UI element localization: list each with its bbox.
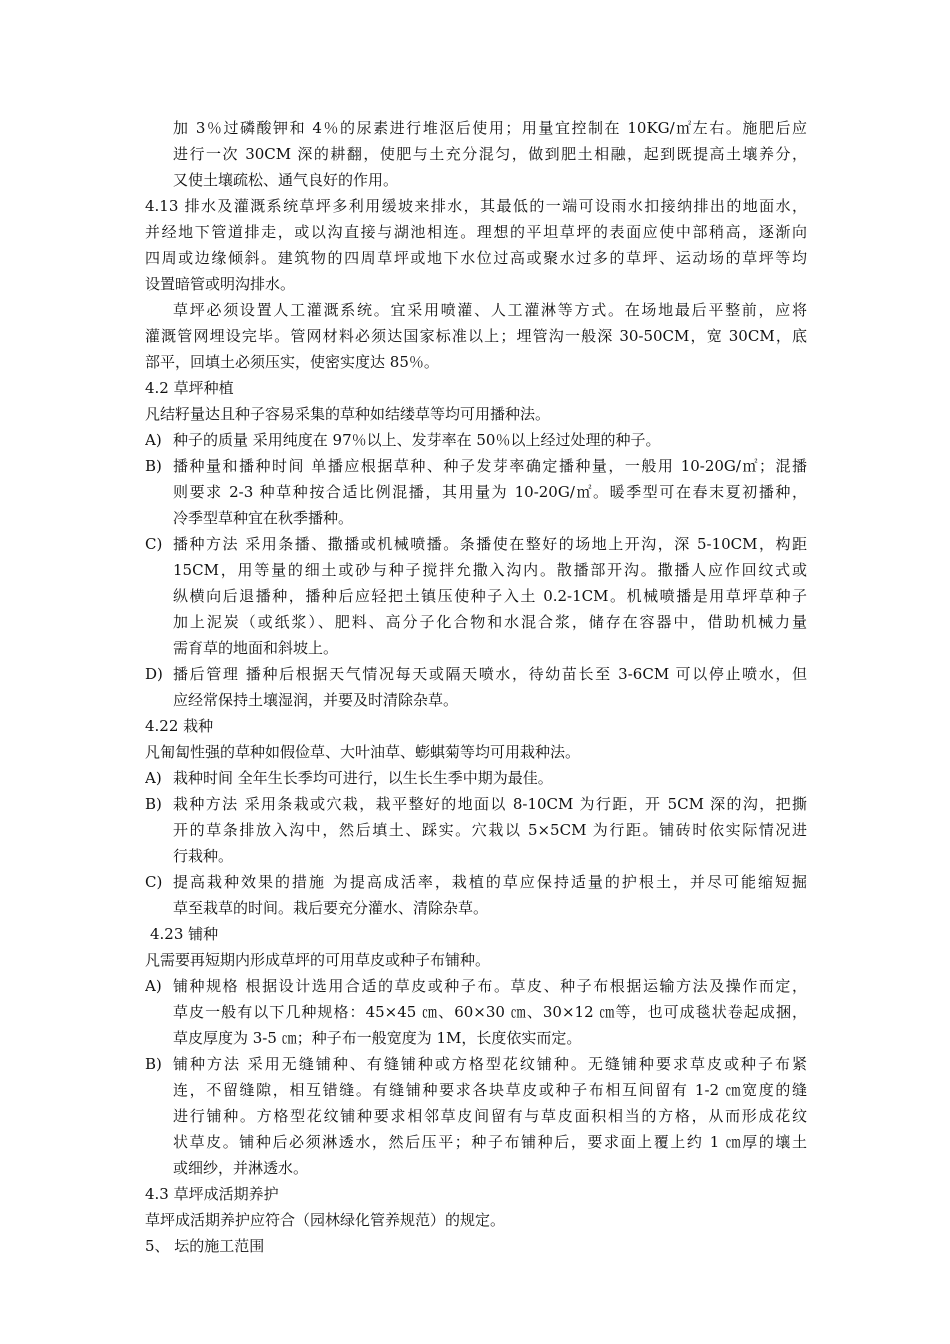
line-text: 草坪必须设置人工灌溉系统。宜采用喷灌、人工灌淋等方式。在场地最后平整前，应将 bbox=[173, 301, 807, 319]
line-text: 灌溉管网埋设完毕。管网材料必须达国家标准以上；埋管沟一般深 30-50CM，宽 30CM，底 bbox=[145, 327, 807, 345]
text-line bbox=[145, 921, 807, 947]
list-marker: B) bbox=[145, 795, 162, 813]
list-item-line bbox=[145, 895, 807, 921]
text-line bbox=[145, 297, 807, 323]
line-text: 四周或边缘倾斜。建筑物的四周草坪或地下水位过高或聚水过多的草坪、运动场的草坪等均 bbox=[145, 249, 807, 267]
text-line bbox=[145, 141, 807, 167]
line-text: 部平，回填土必须压实，使密实度达 85％。 bbox=[145, 353, 439, 371]
line-text: 提高栽种效果的措施 为提高成活率，栽植的草应保持适量的护根土，并尽可能缩短掘 bbox=[173, 873, 807, 891]
line-text: 则要求 2-3 种草种按合适比例混播，其用量为 10-20G/㎡。暖季型可在春末夏初播种， bbox=[173, 483, 807, 501]
text-line bbox=[145, 167, 807, 193]
line-text: 4.22 栽种 bbox=[145, 717, 214, 735]
line-text: 草坪成活期养护应符合（园林绿化管养规范）的规定。 bbox=[145, 1211, 506, 1229]
line-text: 设置暗管或明沟排水。 bbox=[145, 275, 296, 293]
list-item-line bbox=[145, 817, 807, 843]
list-item-line bbox=[145, 973, 807, 999]
line-text: 状草皮。铺种后必须淋透水，然后压平；种子布铺种后，要求面上覆上约 1 ㎝厚的壤土 bbox=[173, 1133, 807, 1151]
list-marker: A) bbox=[145, 431, 162, 449]
line-text: 应经常保持土壤湿润，并要及时清除杂草。 bbox=[173, 691, 459, 709]
line-text: 铺种方法 采用无缝铺种、有缝铺种或方格型花纹铺种。无缝铺种要求草皮或种子布紧 bbox=[173, 1055, 807, 1073]
text-line bbox=[145, 947, 807, 973]
list-marker: A) bbox=[145, 977, 162, 995]
text-line bbox=[145, 1181, 807, 1207]
line-text: 草至栽草的时间。栽后要充分灌水、清除杂草。 bbox=[173, 899, 489, 917]
list-item-line bbox=[145, 583, 807, 609]
list-item-line bbox=[145, 765, 807, 791]
line-text: 4.3 草坪成活期养护 bbox=[145, 1185, 279, 1203]
list-item-line bbox=[145, 1155, 807, 1181]
line-text: 4.13 排水及灌溉系统草坪多利用缓坡来排水，其最低的一端可设雨水扣接纳排出的地面水， bbox=[145, 197, 807, 215]
list-item-line bbox=[145, 1103, 807, 1129]
line-text: 或细纱，并淋透水。 bbox=[173, 1159, 309, 1177]
list-marker: B) bbox=[145, 457, 162, 475]
line-text: 4.2 草坪种植 bbox=[145, 379, 234, 397]
list-item-line bbox=[145, 843, 807, 869]
list-item-line bbox=[145, 1051, 807, 1077]
list-item-line bbox=[145, 609, 807, 635]
list-item-line bbox=[145, 531, 807, 557]
line-text: 种子的质量 采用纯度在 97％以上、发芽率在 50％以上经过处理的种子。 bbox=[173, 431, 661, 449]
list-item-line bbox=[145, 661, 807, 687]
list-marker: C) bbox=[145, 873, 163, 891]
line-text: 冷季型草种宜在秋季播种。 bbox=[173, 509, 354, 527]
line-text: 进行铺种。方格型花纹铺种要求相邻草皮间留有与草皮面积相当的方格，从而形成花纹 bbox=[173, 1107, 807, 1125]
list-item-line bbox=[145, 427, 807, 453]
line-text: 铺种规格 根据设计选用合适的草皮或种子布。草皮、种子布根据运输方法及操作而定， bbox=[173, 977, 807, 995]
line-text: 连，不留缝隙，相互错缝。有缝铺种要求各块草皮或种子布相互间留有 1-2 ㎝宽度的缝 bbox=[173, 1081, 807, 1099]
list-item-line bbox=[145, 869, 807, 895]
list-marker: D) bbox=[145, 665, 163, 683]
list-marker: A) bbox=[145, 769, 162, 787]
line-text: 草皮厚度为 3-5 ㎝；种子布一般宽度为 1M，长度依实而定。 bbox=[173, 1029, 582, 1047]
list-item-line bbox=[145, 1077, 807, 1103]
line-text: 进行一次 30CM 深的耕翻，使肥与土充分混匀，做到肥土相融，起到既提高土壤养分， bbox=[173, 145, 807, 163]
text-line bbox=[145, 323, 807, 349]
list-item-line bbox=[145, 453, 807, 479]
line-text: 需育草的地面和斜坡上。 bbox=[173, 639, 339, 657]
list-item-line bbox=[145, 1025, 807, 1051]
line-text: 播后管理 播种后根据天气情况每天或隔天喷水，待幼苗长至 3-6CM 可以停止喷水，但 bbox=[173, 665, 807, 683]
line-text: 草皮一般有以下几种规格：45×45 ㎝、60×30 ㎝、30×12 ㎝等，也可成毯状卷起成捆， bbox=[173, 1003, 807, 1021]
line-text: 栽种方法 采用条栽或穴栽，栽平整好的地面以 8-10CM 为行距，开 5CM 深的沟，把撕 bbox=[173, 795, 807, 813]
text-line bbox=[145, 349, 807, 375]
text-line bbox=[145, 245, 807, 271]
list-item-line bbox=[145, 1129, 807, 1155]
text-line bbox=[145, 739, 807, 765]
text-line bbox=[145, 375, 807, 401]
line-text: 15CM，用等量的细土或砂与种子搅拌允撒入沟内。散播部开沟。撒播人应作回纹式或 bbox=[173, 561, 807, 579]
line-text: 开的草条排放入沟中，然后填土、踩实。穴栽以 5×5CM 为行距。铺砖时依实际情况进 bbox=[173, 821, 807, 839]
line-text: 加上泥炭（或纸浆）、肥料、高分子化合物和水混合浆，储存在容器中，借助机械力量 bbox=[173, 613, 807, 631]
document-body bbox=[145, 115, 807, 1259]
text-line bbox=[145, 401, 807, 427]
line-text: 4.23 铺种 bbox=[150, 925, 219, 943]
text-line bbox=[145, 1233, 807, 1259]
list-item-line bbox=[145, 635, 807, 661]
line-text: 凡结籽量达且种子容易采集的草种如结缕草等均可用播种法。 bbox=[145, 405, 551, 423]
line-text: 又使土壤疏松、通气良好的作用。 bbox=[173, 171, 399, 189]
list-item-line bbox=[145, 999, 807, 1025]
line-text: 纵横向后退播种，播种后应轻把土镇压使种子入土 0.2-1CM。机械喷播是用草坪草种子 bbox=[173, 587, 807, 605]
text-line bbox=[145, 115, 807, 141]
list-item-line bbox=[145, 505, 807, 531]
line-text: 5、 坛的施工范围 bbox=[145, 1237, 265, 1255]
line-text: 播种方法 采用条播、撒播或机械喷播。条播使在整好的场地上开沟，深 5-10CM，构距 bbox=[173, 535, 807, 553]
text-line bbox=[145, 271, 807, 297]
line-text: 并经地下管道排走，或以沟直接与湖池相连。理想的平坦草坪的表面应使中部稍高，逐渐向 bbox=[145, 223, 807, 241]
text-line bbox=[145, 713, 807, 739]
list-item-line bbox=[145, 791, 807, 817]
line-text: 播种量和播种时间 单播应根据草种、种子发芽率确定播种量，一般用 10-20G/㎡；混播 bbox=[173, 457, 807, 475]
list-marker: C) bbox=[145, 535, 163, 553]
line-text: 加 3％过磷酸钾和 4％的尿素进行堆沤后使用；用量宜控制在 10KG/㎡左右。施肥后应 bbox=[173, 119, 807, 137]
text-line bbox=[145, 193, 807, 219]
list-item-line bbox=[145, 479, 807, 505]
text-line bbox=[145, 219, 807, 245]
list-marker: B) bbox=[145, 1055, 162, 1073]
text-line bbox=[145, 1207, 807, 1233]
list-item-line bbox=[145, 557, 807, 583]
line-text: 凡需要再短期内形成草坪的可用草皮或种子布铺种。 bbox=[145, 951, 491, 969]
line-text: 栽种时间 全年生长季均可进行，以生长生季中期为最佳。 bbox=[173, 769, 553, 787]
list-item-line bbox=[145, 687, 807, 713]
line-text: 行栽种。 bbox=[173, 847, 234, 865]
line-text: 凡匍匐性强的草种如假俭草、大叶油草、蟛蜞菊等均可用栽种法。 bbox=[145, 743, 581, 761]
